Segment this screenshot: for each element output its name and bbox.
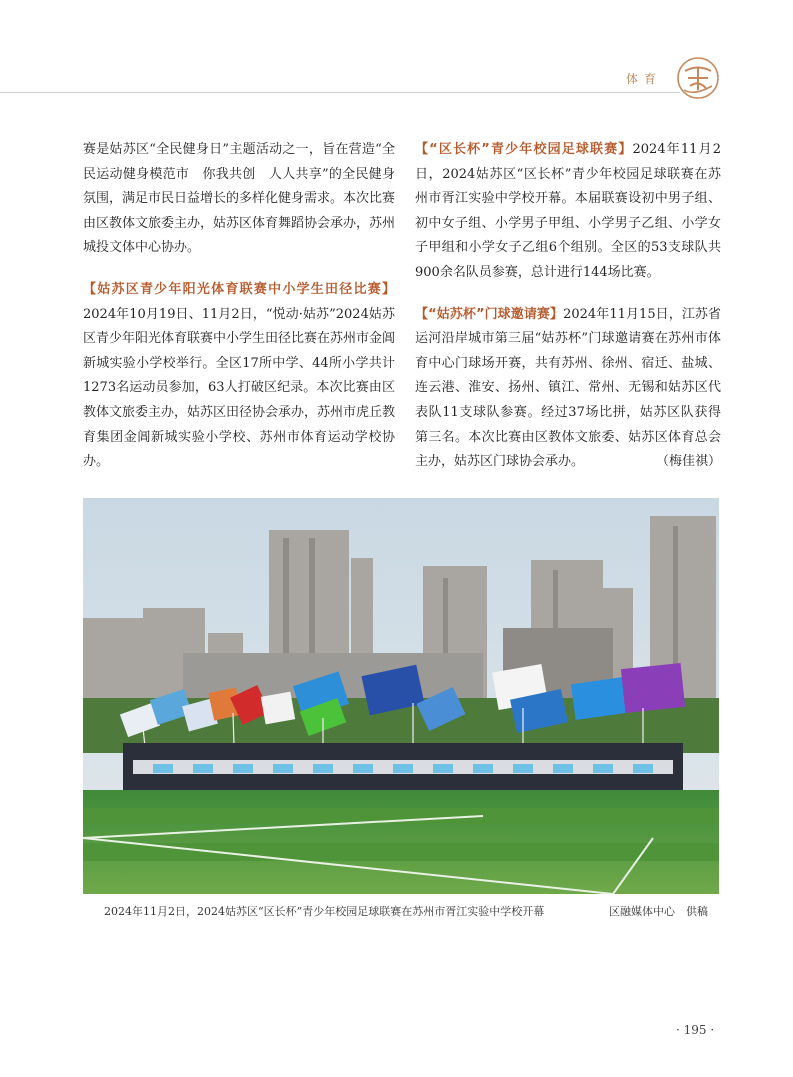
article-paragraph: [83, 278, 395, 475]
section-label: 体育: [626, 72, 663, 86]
photo-credit: 区融媒体中心 供稿: [609, 905, 708, 918]
article-author: （梅佳祺）: [655, 454, 721, 470]
article-body: 2024年11月15日，江苏省运河沿岸城市第三届“姑苏杯”门球邀请赛在苏州市体育中心门球场开赛，共有苏州、徐州、宿迁、盐城、连云港、淮安、扬州、镇江、常州、无锡和姑苏区代表队11支球队参赛。经过37场比拼，姑苏区队获得第三名。本次比赛由区教体文旅委、姑苏区体育总会主办，姑苏区门球协会承办。: [415, 306, 722, 470]
left-column: [83, 138, 395, 492]
article-body: 2024年11月2日，2024姑苏区“区长杯”青少年校园足球联赛在苏州市胥江实验中学校开幕。本届联赛设初中男子组、初中女子组、小学男子甲组、小学男子乙组、小学女子甲组和小学女子乙组6个组别。全区的53支球队共900余名队员参赛，总计进行144场比赛。: [415, 142, 721, 280]
header-rule: [0, 92, 680, 93]
article-heading: 【“姑苏杯”门球邀请赛】: [415, 306, 564, 322]
article-body: 2024年10月19日、11月2日，“悦动·姑苏”2024姑苏区青少年阳光体育联赛中小学生田径比赛在苏州市金阊新城实验小学校举行。全区17所中学、44所小学共计1273名运动员参加，63人打破区纪录。本次比赛由区教体文旅委主办，姑苏区田径协会承办，苏州市虎丘教育集团金阊新城实验小学校、苏州市体育运动学校协办。: [83, 306, 396, 470]
page-number: · 195 ·: [676, 1023, 715, 1037]
article-paragraph: [415, 303, 721, 475]
sports-emblem-icon: [676, 56, 720, 100]
article-paragraph: [415, 138, 721, 286]
article-paragraph: [83, 138, 395, 261]
photo-caption: 2024年11月2日，2024姑苏区“区长杯”青少年校园足球联赛在苏州市胥江实验中学校开幕: [104, 905, 545, 918]
event-photo: [83, 498, 719, 894]
article-body: 赛是姑苏区“全民健身日”主题活动之一，旨在营造“全民运动健身模范市 你我共创 人人共享”的全民健身氛围，满足市民日益增长的多样化健身需求。本次比赛由区教体文旅委主办，姑苏区体育舞蹈协会承办，苏州城投文体中心协办。: [83, 142, 396, 256]
article-heading: 【“区长杯”青少年校园足球联赛】: [415, 142, 633, 157]
right-column: [415, 138, 721, 492]
article-heading: 【姑苏区青少年阳光体育联赛中小学生田径比赛】: [83, 281, 395, 297]
